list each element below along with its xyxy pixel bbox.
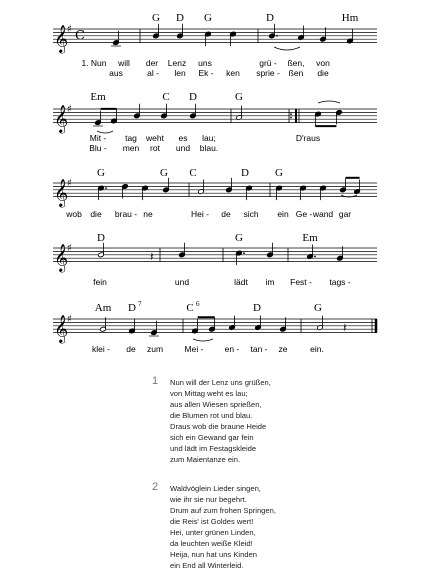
verse-line: die Blumen rot und blau. <box>170 411 253 420</box>
slur <box>193 339 213 341</box>
staff-system <box>53 314 377 344</box>
lyric-syllable: D'raus <box>295 133 321 143</box>
chord-symbol: Em <box>90 91 106 103</box>
note-dot <box>314 256 316 258</box>
lyric-syllable: ein. <box>310 344 324 354</box>
chord-symbol: G <box>235 232 243 244</box>
lyric-syllable: tag <box>125 133 137 143</box>
lyric-syllable: de <box>126 344 136 354</box>
lyric-syllable: und <box>175 143 191 153</box>
lyric-syllable: ein <box>277 209 289 219</box>
lyric-syllable: grü - <box>259 58 277 68</box>
lyric-syllable: die <box>317 68 329 78</box>
lyric-syllable: der <box>145 58 159 68</box>
staff-system <box>53 101 377 134</box>
lyric-syllable: Lenz <box>167 58 187 68</box>
verse-line: Heija, nun hat uns Kinden <box>170 550 257 559</box>
lyric-syllable: Fest - <box>290 277 312 287</box>
lyric-syllable: uns <box>198 58 212 68</box>
treble-clef-icon: 𝄞 <box>54 178 69 207</box>
repeat-dot <box>290 117 292 119</box>
verse-line: wie ihr sie nur begehrt. <box>170 495 247 504</box>
lyric-syllable: klei - <box>92 344 110 354</box>
chord-symbol: D <box>253 302 261 314</box>
lyric-syllable: Ek - <box>198 68 214 78</box>
verse-line: von Mittag weht es lau; <box>170 389 248 398</box>
chord-symbol: D <box>128 302 136 314</box>
verse-line: Hei, unter grünen Linden, <box>170 528 256 537</box>
lyric-syllable: fein <box>93 277 107 287</box>
chord-symbol: G <box>275 167 283 179</box>
chord-symbol: D <box>266 12 274 24</box>
staff-system <box>53 243 377 273</box>
chord-symbol: G <box>314 302 322 314</box>
sharp-key-signature-icon: ♯ <box>67 243 72 254</box>
lyric-syllable: Hei - <box>191 209 209 219</box>
lyric-syllable: zum <box>146 344 164 354</box>
chord-symbol: C <box>186 302 194 314</box>
lyric-syllable: Mei - <box>184 344 204 354</box>
verse-line: Nun will der Lenz uns grüßen, <box>170 378 271 387</box>
repeat-dot <box>290 113 292 115</box>
chord-symbol: G <box>235 91 243 103</box>
lyric-syllable: sprie - <box>256 68 280 78</box>
lyric-syllable: ze <box>278 344 288 354</box>
staff-system <box>53 178 377 208</box>
verse-line: Waldvöglein Lieder singen, <box>170 484 261 493</box>
verse-line: Drum auf zum frohen Springen, <box>170 506 276 515</box>
slur <box>318 101 340 103</box>
staff-system <box>53 24 377 54</box>
lyric-syllable: die <box>90 209 102 219</box>
lyric-syllable: im <box>265 277 275 287</box>
lyric-syllable: len <box>174 68 186 78</box>
lyric-syllable: gar <box>338 209 352 219</box>
sharp-key-signature-icon: ♯ <box>67 24 72 35</box>
verse-line: ein End all Winterleid. <box>170 561 244 570</box>
note-dot <box>243 252 245 254</box>
chord-symbol: Hm <box>341 12 359 24</box>
lyric-syllable: tags - <box>329 277 351 287</box>
chord-symbol: C <box>189 167 197 179</box>
lyric-syllable: Blu - <box>89 143 107 153</box>
chord-symbol: D <box>241 167 249 179</box>
lyric-syllable: weht <box>146 133 164 143</box>
sharp-key-signature-icon: ♯ <box>67 314 72 325</box>
verse-line: und lädt im Festagskleide <box>170 444 257 453</box>
chord-symbol: G <box>97 167 105 179</box>
note-dot <box>276 35 278 37</box>
verse-text <box>170 377 271 465</box>
chord-symbol: D <box>176 12 184 24</box>
sharp-key-signature-icon: ♯ <box>67 178 72 189</box>
lyric-syllable: will <box>118 58 130 68</box>
lyric-syllable: Mit - <box>89 133 107 143</box>
treble-clef-icon: 𝄞 <box>54 314 69 343</box>
treble-clef-icon: 𝄞 <box>54 104 69 133</box>
lyric-syllable: brau - <box>114 209 138 219</box>
quarter-rest-icon: 𝄽 <box>150 249 154 264</box>
lyric-syllable: von <box>316 58 330 68</box>
chord-symbol: G <box>204 12 212 24</box>
lyric-syllable: ßen <box>288 68 304 78</box>
verse-number: 2 <box>152 481 159 493</box>
chord-extension: 6 <box>196 300 200 308</box>
lyric-syllable: rot <box>150 143 160 153</box>
lyric-syllable: de <box>221 209 231 219</box>
lyric-syllable: lau; <box>202 133 216 143</box>
lyric-syllable: 1. Nun <box>81 58 107 68</box>
chord-extension: 7 <box>138 300 142 308</box>
lyric-syllable: ne <box>143 209 153 219</box>
verse-line: aus allen Wiesen sprießen, <box>170 400 262 409</box>
lyric-syllable: al - <box>147 68 159 78</box>
verse-line: die Reis' ist Goldes wert! <box>170 517 254 526</box>
treble-clef-icon: 𝄞 <box>54 243 69 272</box>
time-signature-icon: C <box>75 28 85 44</box>
note-dot <box>105 187 107 189</box>
verse-line: Draus wob die braune Heide <box>170 422 267 431</box>
lyric-syllable: wand <box>312 209 334 219</box>
chord-symbol: G <box>160 167 168 179</box>
chord-symbol: Am <box>94 302 112 314</box>
lyric-syllable: lädt <box>234 277 248 287</box>
chord-symbol: Em <box>302 232 318 244</box>
lyric-syllable: aus <box>109 68 123 78</box>
lyric-syllable: sich <box>243 209 259 219</box>
sharp-key-signature-icon: ♯ <box>67 104 72 115</box>
lyric-syllable: es <box>178 133 188 143</box>
slur <box>274 47 300 50</box>
verse-number: 1 <box>152 375 159 387</box>
lyric-syllable: ken <box>226 68 240 78</box>
chord-symbol: D <box>189 91 197 103</box>
chord-symbol: C <box>162 91 170 103</box>
verse-line: zum Maientanze ein. <box>170 455 241 464</box>
lyric-syllable: tan - <box>250 344 268 354</box>
verse-line: sich ein Gewand gar fein <box>170 433 254 442</box>
verse-text <box>170 483 276 571</box>
lyric-syllable: en - <box>224 344 240 354</box>
lyric-syllable: Ge - <box>295 209 313 219</box>
lyric-syllable: wob <box>66 209 82 219</box>
treble-clef-icon: 𝄞 <box>54 24 69 53</box>
chord-symbol: D <box>97 232 105 244</box>
quarter-rest-icon: 𝄽 <box>343 320 347 335</box>
chord-symbol: G <box>152 12 160 24</box>
lyric-syllable: und <box>174 277 190 287</box>
lyric-syllable: ßen, <box>287 58 305 68</box>
lyric-syllable: men <box>122 143 140 153</box>
lyric-syllable: blau. <box>199 143 219 153</box>
verse-line: da leuchten weiße Kleid! <box>170 539 253 548</box>
